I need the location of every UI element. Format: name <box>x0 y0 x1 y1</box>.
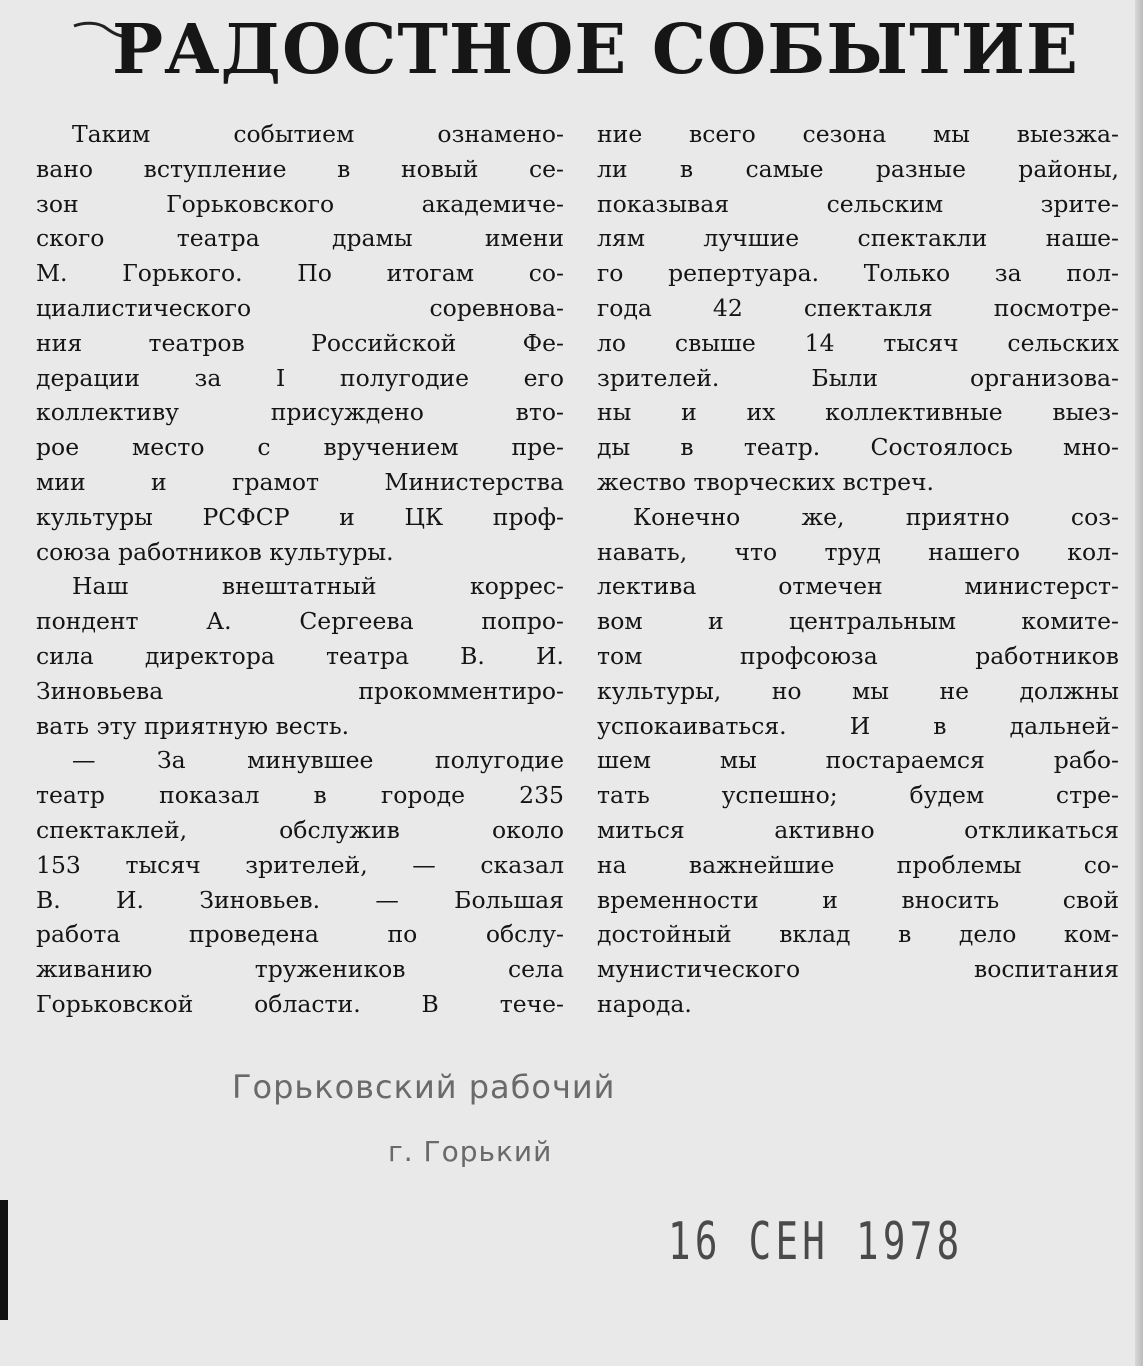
article-text-line: ли в самые разные районы, <box>597 154 1119 183</box>
article-text-line: Горьковской области. В тече- <box>36 989 564 1018</box>
city-stamp: г. Горький <box>388 1135 553 1168</box>
article-text-line: циалистического соревнова- <box>36 293 564 322</box>
article-text-line: ния театров Российской Фе- <box>36 328 564 357</box>
article-text-line: мии и грамот Министерства <box>36 467 564 496</box>
article-text-line: успокаиваться. И в дальней- <box>597 711 1119 740</box>
newspaper-source-stamp: Горьковский рабочий <box>232 1068 616 1106</box>
article-text-line: вом и центральным комите- <box>597 607 1119 636</box>
article-text-line: вать эту приятную весть. <box>36 711 350 740</box>
article-text-line: вано вступление в новый се- <box>36 154 564 183</box>
article-text-line: достойный вклад в дело ком- <box>597 920 1119 949</box>
article-text-line: — За минувшее полугодие <box>72 746 564 775</box>
article-text-line: зон Горьковского академиче- <box>36 189 564 218</box>
article-text-line: культуры, но мы не должны <box>597 676 1119 705</box>
article-text-line: рое место с вручением пре- <box>36 433 564 462</box>
article-text-line: том профсоюза работников <box>597 641 1119 670</box>
article-text-line: союза работников культуры. <box>36 537 394 566</box>
article-text-line: сила директора театра В. И. <box>36 641 564 670</box>
article-text-line: спектаклей, обслужив около <box>36 815 564 844</box>
article-text-line: зрителей. Были организова- <box>597 363 1119 392</box>
article-text-line: миться активно откликаться <box>597 815 1119 844</box>
date-stamp: 16 СЕН 1978 <box>668 1212 964 1272</box>
article-text-line: го репертуара. Только за пол- <box>597 259 1119 288</box>
article-text-line: навать, что труд нашего кол- <box>597 537 1119 566</box>
article-text-line: ло свыше 14 тысяч сельских <box>597 328 1119 357</box>
article-text-line: года 42 спектакля посмотре- <box>597 293 1119 322</box>
article-text-line: Зиновьева прокомментиро- <box>36 676 564 705</box>
article-text-line: Конечно же, приятно соз- <box>633 502 1119 531</box>
article-text-line: показывая сельским зрите- <box>597 189 1119 218</box>
article-text-line: 153 тысяч зрителей, — сказал <box>36 850 564 879</box>
article-text-line: Наш внештатный коррес- <box>72 572 564 601</box>
article-text-line: дерации за I полугодие его <box>36 363 564 392</box>
article-text-line: пондент А. Сергеева попро- <box>36 607 564 636</box>
clipping-edge-mark <box>0 1200 8 1320</box>
article-text-line: театр показал в городе 235 <box>36 781 564 810</box>
article-text-line: шем мы постараемся рабо- <box>597 746 1119 775</box>
article-text-line: живанию тружеников села <box>36 955 564 984</box>
article-text-line: ды в театр. Состоялось мно- <box>597 433 1119 462</box>
article-text-line: лектива отмечен министерст- <box>597 572 1119 601</box>
article-text-line: Таким событием ознамено- <box>72 120 564 148</box>
article-headline: РАДОСТНОЕ СОБЫТИЕ <box>112 10 1079 90</box>
clipping-edge-shadow <box>1135 0 1143 1366</box>
article-text-line: культуры РСФСР и ЦК проф- <box>36 502 564 531</box>
article-text-line: тать успешно; будем стре- <box>597 781 1119 810</box>
article-text-line: временности и вносить свой <box>597 885 1119 914</box>
article-column-left <box>36 117 564 1022</box>
article-text-line: жество творческих встреч. <box>597 467 934 496</box>
article-text-line: работа проведена по обслу- <box>36 920 564 949</box>
article-text-line: на важнейшие проблемы со- <box>597 850 1119 879</box>
article-text-line: ны и их коллективные выез- <box>597 398 1119 427</box>
article-text-line: лям лучшие спектакли наше- <box>597 224 1119 253</box>
article-text-line: народа. <box>597 989 692 1018</box>
article-column-right <box>597 117 1119 1022</box>
article-text-line: ского театра драмы имени <box>36 224 564 253</box>
article-text-line: коллективу присуждено вто- <box>36 398 564 427</box>
article-text-line: мунистического воспитания <box>597 955 1119 984</box>
article-text-line: В. И. Зиновьев. — Большая <box>36 885 564 914</box>
article-text-line: М. Горького. По итогам со- <box>36 259 564 288</box>
article-text-line: ние всего сезона мы выезжа- <box>597 120 1119 148</box>
